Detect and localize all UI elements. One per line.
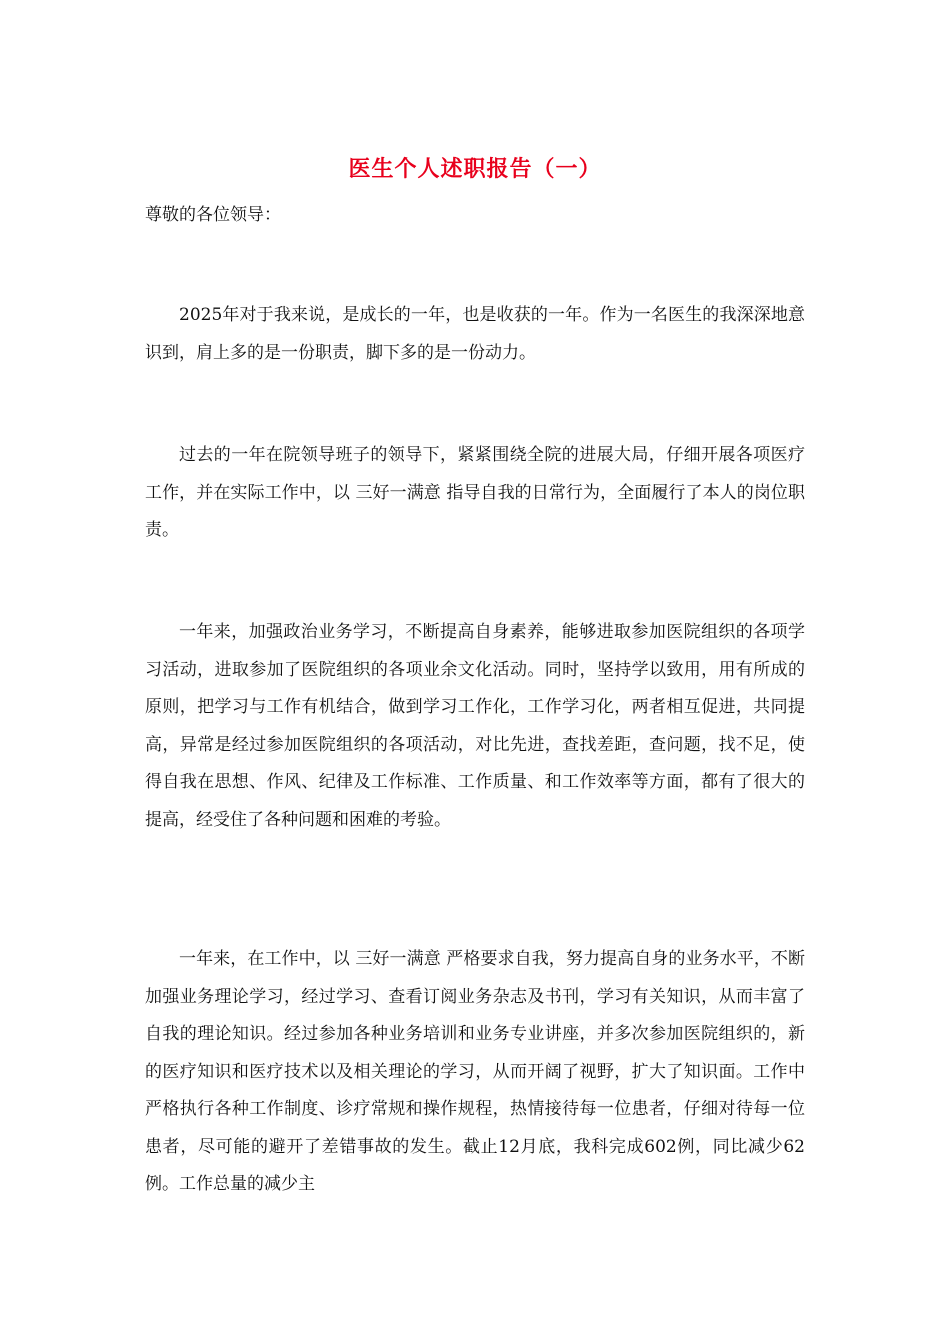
paragraph-4: 一年来，在工作中，以 三好一满意 严格要求自我，努力提高自身的业务水平，不断加强业务理论学习，经过学习、查看订阅业务杂志及书刊，学习有关知识，从而丰富了自我的理论知识。经过参加各种业务培训和业务专业讲座，并多次参加医院组织的，新的医疗知识和医疗技术以及相关理论的学习，从而开阔了视野，扩大了知识面。工作中严格执行各种工作制度、诊疗常规和操作规程，热情接待每一位患者，仔细对待每一位患者，尽可能的避开了差错事故的发生。截止12月底，我科完成602例，同比减少62例。工作总量的减少主 [145, 949, 805, 1194]
paragraph-1: 2025年对于我来说，是成长的一年，也是收获的一年。作为一名医生的我深深地意识到，肩上多的是一份职责，脚下多的是一份动力。 [145, 305, 805, 363]
paragraph-2: 过去的一年在院领导班子的领导下，紧紧围绕全院的进展大局，仔细开展各项医疗工作，并在实际工作中，以 三好一满意 指导自我的日常行为，全面履行了本人的岗位职责。 [145, 445, 805, 540]
salutation: 尊敬的各位领导： [145, 205, 281, 225]
document-title: 医生个人述职报告（一） [348, 156, 602, 182]
paragraph-3: 一年来，加强政治业务学习，不断提高自身素养，能够进取参加医院组织的各项学习活动，进取参加了医院组织的各项业余文化活动。同时，坚持学以致用，用有所成的原则，把学习与工作有机结合，做到学习工作化，工作学习化，两者相互促进，共同提高，异常是经过参加医院组织的各项活动，对比先进，查找差距，查问题，找不足，使得自我在思想、作风、纪律及工作标准、工作质量、和工作效率等方面，都有了很大的提高，经受住了各种问题和困难的考验。 [145, 622, 805, 830]
